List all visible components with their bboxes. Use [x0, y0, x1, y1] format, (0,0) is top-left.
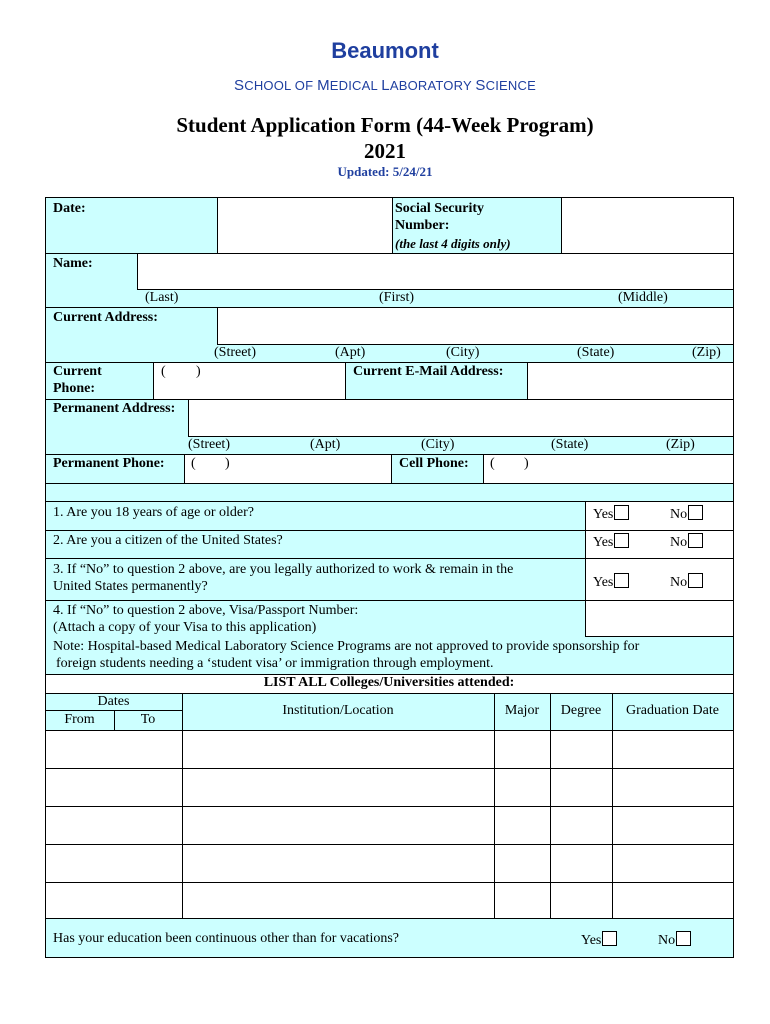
school-initial: L — [381, 77, 390, 94]
from-header: From — [64, 712, 95, 727]
question-3-line2: United States permanently? — [53, 579, 208, 594]
name-last-hint: (Last) — [145, 290, 179, 305]
no-label: No — [670, 575, 688, 590]
question-4-line2: (Attach a copy of your Visa to this application) — [53, 620, 317, 635]
ssn-label-2: Number: — [395, 218, 450, 233]
q1-text: 1. Are you 18 years of age or older? — [53, 505, 254, 520]
yes-label: Yes — [593, 507, 614, 522]
addr-street-hint: (Street) — [214, 345, 256, 360]
note-line1: Note: Hospital-based Medical Laboratory Science Programs are not approved to provide sponsorship for — [53, 639, 640, 654]
email-label: Current E-Mail Address: — [353, 364, 504, 379]
cell-phone-label: Cell Phone: — [399, 456, 469, 471]
paddr-apt-hint: (Apt) — [310, 437, 341, 452]
ssn-label-1: Social Security — [395, 201, 485, 216]
school-word: CIENCE — [485, 78, 536, 93]
permanent-address-label: Permanent Address: — [53, 401, 176, 416]
current-address-label: Current Address: — [53, 310, 158, 325]
paddr-street-hint: (Street) — [188, 437, 230, 452]
colleges-heading: LIST ALL Colleges/Universities attended: — [263, 675, 515, 690]
current-phone-label-2: Phone: — [53, 381, 95, 396]
to-header: To — [140, 712, 156, 727]
yes-label: Yes — [581, 933, 602, 948]
permanent-phone-label: Permanent Phone: — [53, 456, 165, 471]
phone-paren-close: ) — [196, 364, 201, 379]
institution-header: Institution/Location — [282, 703, 394, 718]
beaumont-logo: Beaumont — [331, 38, 439, 63]
yes-label: Yes — [593, 535, 614, 550]
question-4-line1: 4. If “No” to question 2 above, Visa/Passport Number: — [53, 603, 359, 618]
name-first-hint: (First) — [379, 290, 414, 305]
note-line2: foreign students needing a ‘student visa’ or immigration through employment. — [56, 656, 494, 671]
school-initial: M — [317, 77, 330, 94]
addr-state-hint: (State) — [577, 345, 615, 360]
form-title: Student Application Form (44-Week Program) — [176, 113, 594, 137]
school-initial: S — [234, 77, 245, 94]
school-word: ABORATORY — [389, 78, 476, 93]
form-year: 2021 — [364, 139, 406, 163]
phone-paren-open: ( — [161, 364, 166, 379]
graduation-header: Graduation Date — [626, 703, 719, 718]
school-word: CHOOL OF — [244, 78, 318, 93]
continuous-question: Has your education been continuous other than for vacations? — [53, 931, 400, 946]
yes-label: Yes — [593, 575, 614, 590]
pphone-paren-close: ) — [225, 456, 230, 471]
cphone-paren-open: ( — [490, 456, 495, 471]
addr-zip-hint: (Zip) — [692, 345, 721, 360]
school-word: EDICAL — [329, 78, 382, 93]
school-initial: S — [475, 77, 486, 94]
ssn-label-3: (the last 4 digits only) — [395, 236, 511, 251]
current-phone-label-1: Current — [53, 364, 102, 379]
name-middle-hint: (Middle) — [618, 290, 668, 305]
cphone-paren-close: ) — [524, 456, 529, 471]
name-label: Name: — [53, 256, 93, 271]
dates-header: Dates — [97, 694, 130, 709]
degree-header: Degree — [560, 703, 602, 718]
paddr-city-hint: (City) — [421, 437, 455, 452]
date-label: Date: — [53, 201, 86, 216]
no-label: No — [658, 933, 676, 948]
updated-date: Updated: 5/24/21 — [337, 164, 433, 179]
paddr-zip-hint: (Zip) — [666, 437, 695, 452]
no-label: No — [670, 535, 688, 550]
pphone-paren-open: ( — [191, 456, 196, 471]
question-3-line1: 3. If “No” to question 2 above, are you legally authorized to work & remain in the — [53, 562, 514, 577]
q2-text: 2. Are you a citizen of the United States? — [53, 533, 283, 548]
no-label: No — [670, 507, 688, 522]
major-header: Major — [504, 703, 540, 718]
addr-city-hint: (City) — [446, 345, 480, 360]
addr-apt-hint: (Apt) — [335, 345, 366, 360]
paddr-state-hint: (State) — [551, 437, 589, 452]
